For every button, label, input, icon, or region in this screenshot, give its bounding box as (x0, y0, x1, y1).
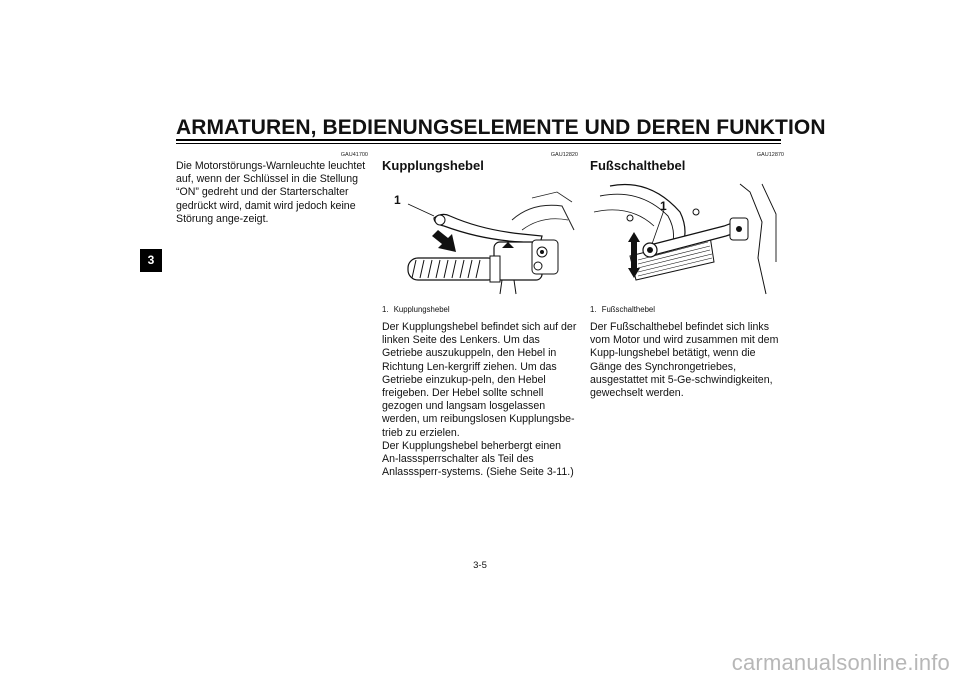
clutch-figure-label: 1 (394, 193, 401, 207)
column2-paragraph-2: Der Kupplungshebel beherbergt einen An-lasssperrschalter als Teil des Anlasssperr-systems. (Siehe Seite 3-11.) (382, 439, 574, 479)
chapter-tab: 3 (140, 249, 162, 272)
header-rule-thin (176, 143, 781, 144)
column1-code: GAU41700 (340, 152, 368, 158)
column2-paragraph-1: Der Kupplungshebel befindet sich auf der linken Seite des Lenkers. Um das Getriebe auszukuppeln, den Hebel in Richtung Len-kergriff ziehen. Um das Getriebe einzukup-peln, den Hebel freigeben. Der Hebel sollte schnell gezogen und langsam losgelassen werden, um reibungslosen Kupplungsbe-trieb zu erzielen. (382, 321, 577, 439)
kupplungshebel-title: Kupplungshebel (382, 158, 484, 173)
column2-code: GAU12820 (550, 152, 578, 158)
shift-figure-label: 1 (660, 199, 667, 213)
column2-text (382, 321, 578, 479)
column1-text: Die Motorstörungs-Warnleuchte leuchtet auf, wenn der Schlüssel in die Stellung “ON” gedreht und der Starterschalter gedrückt wird, damit wird jedoch keine Störung ange-zeigt. (176, 160, 366, 225)
page-number: 3-5 (473, 560, 487, 571)
shift-caption-number: 1. (590, 305, 597, 314)
clutch-caption-number: 1. (382, 305, 389, 314)
column3-code: GAU12870 (756, 152, 784, 158)
shift-caption-text: Fußschalthebel (601, 305, 655, 314)
shift-caption (590, 305, 655, 314)
fussschalthebel-title: Fußschalthebel (590, 158, 686, 173)
shift-pedal-figure (590, 182, 782, 298)
clutch-caption-text: Kupplungshebel (393, 305, 450, 314)
page-title: ARMATUREN, BEDIENUNGSELEMENTE UND DEREN FUNKTION (176, 116, 826, 139)
clutch-caption (382, 305, 450, 314)
column3-text: Der Fußschalthebel befindet sich links vom Motor und wird zusammen mit dem Kupp-lungshebel betätigt, wenn die Gänge des Synchrongetriebes, ausgestattet mit 5-Ge-schwindigkeiten, gewechselt werden. (590, 321, 779, 400)
header-rule (176, 139, 781, 141)
clutch-lever-figure (382, 190, 576, 298)
watermark: carmanualsonline.info (731, 650, 950, 675)
